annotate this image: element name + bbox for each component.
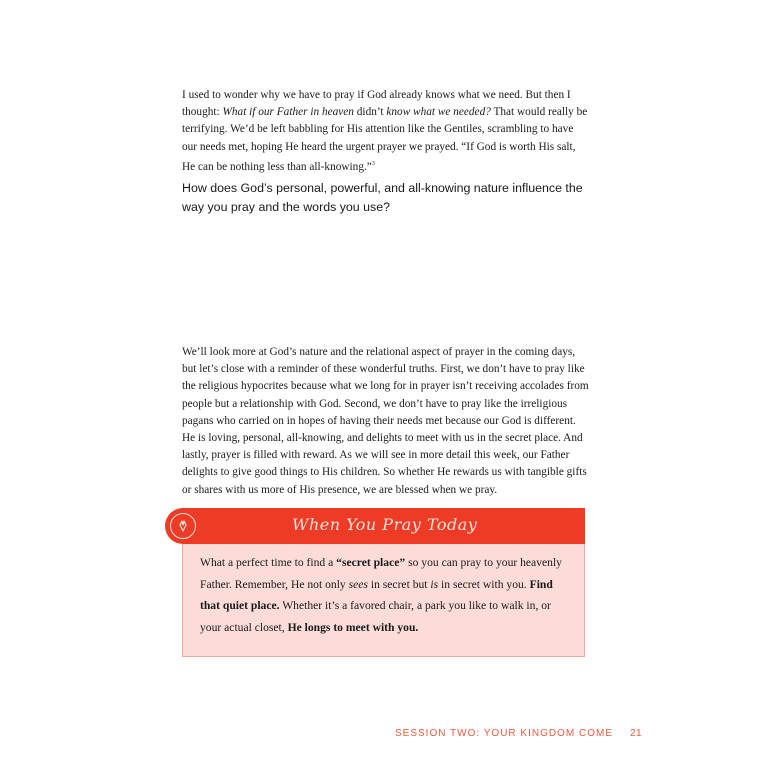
closing-paragraph: We’ll look more at God’s nature and the relational aspect of prayer in the coming days, but let’s close with a reminder of these wonderful truths. First, we don’t have to pray like the religious hypocrites because what we long for in prayer isn’t receiving accolades from people but a relationship with God. Second, we don’t have to pray like the irreligious pagans who carried on in hopes of having their needs met because our God is different. He is loving, personal, all-knowing, and delights to meet with us in the secret place. And lastly, prayer is filled with reward. As we will see in more detail this week, our Father delights to give good things to His children. So whether He rewards us with tangible gifts or shares with us more of His presence, we are blessed when we pray. xyxy=(182,346,589,496)
callout-text-1: What a perfect time to find a xyxy=(200,556,337,569)
intro-text-1: I used to wonder why we have to pray if God already knows what we need. But then I thought: xyxy=(182,89,571,119)
callout-text xyxy=(200,552,570,638)
page-number: 21 xyxy=(630,727,642,739)
intro-text-2: didn’t xyxy=(353,106,387,119)
callout-text-5: Whether it’s a favored chair, a park you like to walk in, or your actual closet, xyxy=(200,599,551,634)
intro-text-3: That would really be terrifying. We’d be left babbling for His attention like the Gentiles, scrambling to have our needs met, hoping He heard the urgent prayer we prayed. “If God is worth His salt, He can be nothing less than all-knowing.” xyxy=(182,106,588,173)
callout-bold-1: “secret place” xyxy=(336,556,406,569)
callout-italic-2: is xyxy=(430,577,439,591)
when-you-pray-callout xyxy=(182,508,585,657)
callout-title: When You Pray Today xyxy=(292,515,478,534)
intro-paragraph xyxy=(182,87,590,176)
intro-italic-1: What if our Father in heaven xyxy=(222,106,354,119)
intro-italic-2: know what we needed? xyxy=(386,106,491,119)
callout-body xyxy=(182,544,585,657)
footnote-marker: 3 xyxy=(371,160,375,167)
callout-bold-3: He longs to meet with you. xyxy=(287,620,419,634)
callout-text-4: in secret with you. xyxy=(438,577,530,591)
callout-text-2: so you can pray to your heavenly Father. Remember, He not only xyxy=(200,556,562,591)
footer-session-title: SESSION TWO: YOUR KINGDOM COME xyxy=(395,728,613,739)
callout-bold-2: Find that quiet place. xyxy=(200,577,553,612)
callout-header xyxy=(182,508,585,544)
reflection-question: How does God’s personal, powerful, and all-knowing nature influence the way you pray and the words you use? xyxy=(182,181,583,214)
praying-hands-icon xyxy=(165,508,201,544)
callout-text-3: in secret but xyxy=(367,577,431,591)
callout-italic-1: sees xyxy=(348,577,368,591)
